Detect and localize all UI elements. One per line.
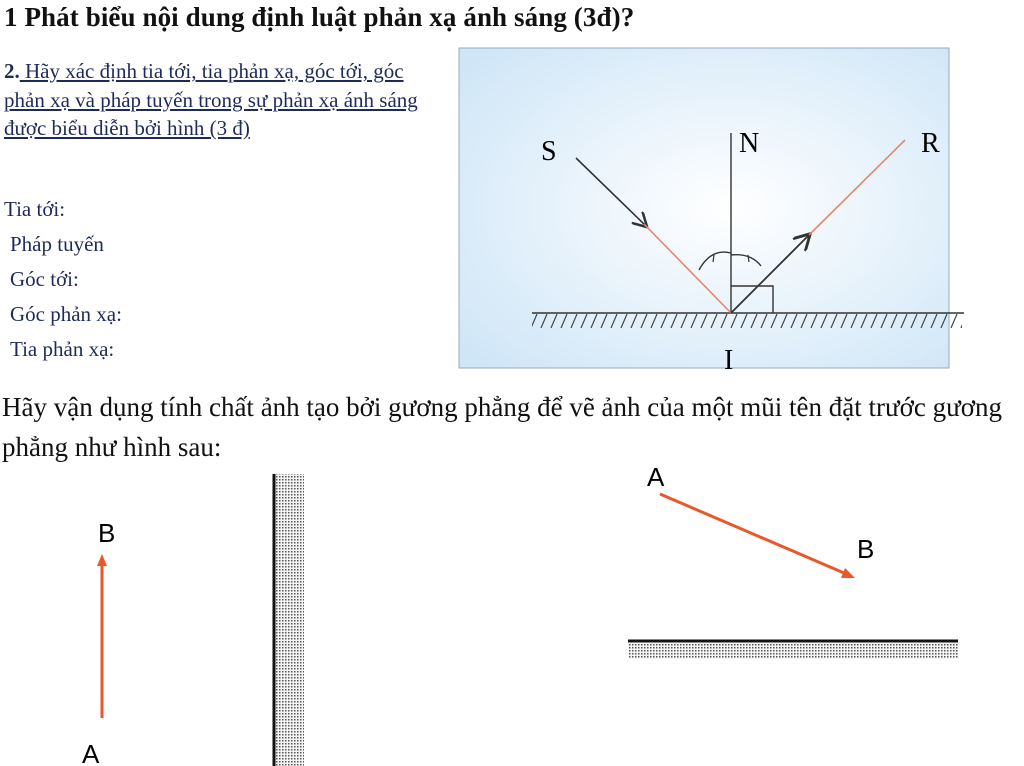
question-2 [4,57,434,143]
question-2-text: Hãy xác định tia tới, tia phản xạ, góc tới, góc phản xạ và pháp tuyến trong sự phản xạ ánh sáng được biểu diễn bởi hình (3 đ) [4,59,418,140]
mirror-figure-2 [620,455,965,670]
label-s: S [541,136,557,167]
question-2-number: 2. [4,59,20,83]
vertical-mirror-hatch [274,474,304,766]
answer-reflected-ray: Tia phản xạ: [10,337,115,361]
arrow-2-label-a: A [647,462,665,492]
horizontal-mirror-hatch [628,643,958,659]
label-n: N [739,128,760,159]
question-3: Hãy vận dụng tính chất ảnh tạo bởi gương phẳng để vẽ ảnh của một mũi tên đặt trước gương phẳng như hình sau: [2,392,1003,462]
mirror-figure-1 [0,470,330,766]
answer-reflection-angle: Góc phản xạ: [10,302,122,326]
arrow-1-label-b: B [98,518,116,548]
arrow-1-head [97,554,107,566]
label-r: R [921,128,940,159]
arrow-2-head [841,568,855,578]
arrow-1-label-a: A [82,739,100,766]
arrow-2-shaft [660,494,844,573]
answer-incident-angle: Góc tới: [10,267,79,291]
label-i: I [724,345,734,376]
answer-incident-ray: Tia tới: [4,197,66,221]
mirror-hatch [532,314,962,328]
arrow-2-label-b: B [857,534,875,564]
answer-normal: Pháp tuyến [10,232,104,256]
question-1: 1 Phát biểu nội dung định luật phản xạ ánh sáng (3đ)? [4,2,635,32]
reflection-figure [459,48,949,376]
